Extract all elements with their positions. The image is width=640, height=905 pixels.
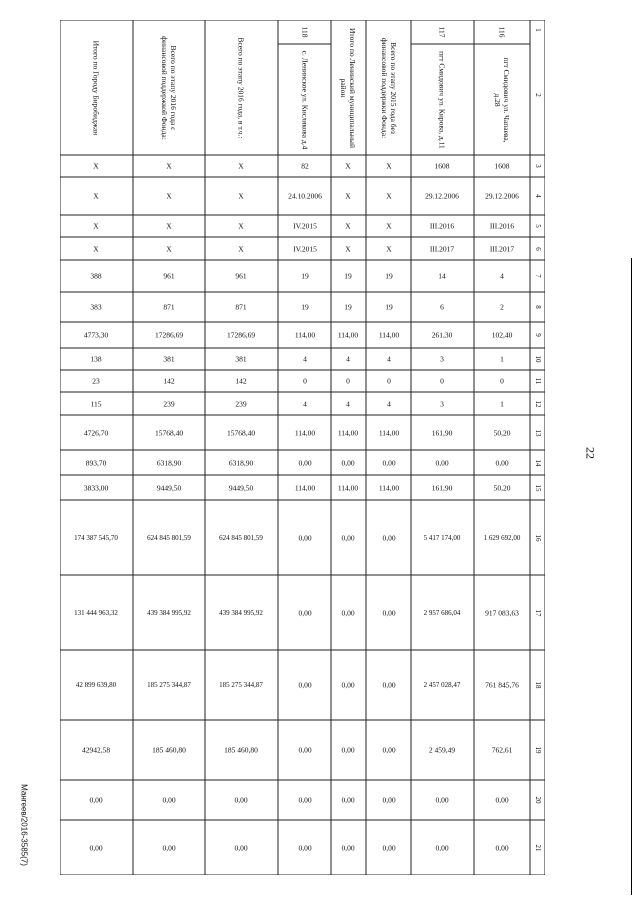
- table-cell: 893,70: [85, 458, 107, 467]
- table-cell: 19: [344, 271, 352, 281]
- table-cell: 4: [387, 399, 391, 408]
- footer-code: Мангеев/2016-3585(7): [19, 784, 29, 866]
- object-number: 117: [437, 26, 447, 38]
- table-cell: 17286,69: [226, 330, 256, 340]
- table-cell: 871: [163, 302, 175, 312]
- table-cell: III.2016: [429, 221, 455, 231]
- table-cell: 961: [235, 271, 247, 281]
- table-cell: 0,00: [382, 458, 396, 467]
- table-cell: 261,30: [431, 330, 453, 340]
- table-cell: 439 384 995,92: [219, 608, 263, 617]
- table-cell: 17286,69: [154, 330, 184, 340]
- row-number: 18: [533, 681, 542, 689]
- table-cell: 19: [301, 271, 309, 281]
- table-cell: 4: [346, 399, 350, 408]
- table-cell: IV.2015: [293, 221, 317, 231]
- table-cell: 0,00: [341, 608, 355, 617]
- table-cell: 762,61: [491, 745, 513, 755]
- table-cell: 0: [387, 376, 391, 386]
- table-cell: 4726,70: [83, 428, 109, 437]
- table-cell: 114,00: [337, 428, 359, 437]
- table-cell: 114,00: [378, 483, 400, 492]
- table-cell: X: [345, 191, 351, 201]
- row-number: 7: [533, 274, 542, 278]
- table-cell: 0,00: [495, 458, 509, 467]
- table-cell: 0,00: [435, 458, 449, 467]
- table-cell: 6: [440, 302, 444, 312]
- table-cell: III.2016: [489, 221, 515, 231]
- table-cell: 42 899 639,80: [75, 681, 117, 689]
- column-header: Всего по этапу 2015 года без финансовой поддержки Фонда:: [380, 37, 398, 139]
- table-cell: 114,00: [294, 330, 316, 340]
- table-cell: 6318,90: [156, 458, 182, 467]
- table-cell: 185 460,80: [152, 745, 186, 755]
- row-number: 1: [533, 28, 542, 32]
- table-cell: 381: [235, 354, 247, 364]
- table-cell: 1608: [434, 161, 450, 171]
- table-cell: 439 384 995,92: [147, 608, 191, 617]
- table-cell: 2 457 028,47: [423, 681, 461, 689]
- table-cell: 0,00: [435, 843, 449, 852]
- table-cell: 23: [92, 376, 100, 386]
- table-cell: III.2017: [429, 244, 455, 253]
- table-cell: 114,00: [378, 428, 400, 437]
- row-number: 15: [533, 484, 542, 491]
- table-cell: 961: [163, 271, 175, 281]
- table-cell: X: [386, 191, 392, 201]
- table-cell: 0,00: [341, 745, 355, 755]
- row-number: 6: [533, 246, 542, 251]
- table-cell: 0,00: [382, 795, 396, 805]
- table-cell: 2: [500, 302, 504, 312]
- table-cell: X: [345, 221, 351, 231]
- table-cell: 0,00: [495, 795, 509, 805]
- table-cell: 381: [163, 354, 175, 364]
- table-cell: 19: [301, 302, 309, 312]
- table-cell: 1: [500, 354, 504, 364]
- table-cell: X: [386, 221, 392, 231]
- row-number: 3: [533, 164, 542, 168]
- row-number: 12: [533, 400, 542, 407]
- table-cell: 4: [303, 354, 307, 364]
- table-cell: 0,00: [89, 795, 103, 805]
- table-cell: 142: [235, 376, 247, 386]
- table-cell: 19: [385, 302, 393, 312]
- page-number: 22: [583, 447, 598, 459]
- table-cell: 0,00: [435, 795, 449, 805]
- column-header: Итого по Городу Биробиджан: [91, 40, 101, 136]
- table-cell: 871: [235, 302, 247, 312]
- table-cell: X: [345, 244, 351, 253]
- table-cell: 2 957 686,04: [423, 608, 461, 617]
- table-cell: 0: [500, 376, 504, 386]
- table-cell: 142: [163, 376, 175, 386]
- table-cell: 0,00: [298, 745, 312, 755]
- table-cell: 0,00: [234, 843, 248, 852]
- table-cell: X: [238, 221, 244, 231]
- row-number: 2: [533, 93, 542, 97]
- table-cell: 0,00: [495, 843, 509, 852]
- table-cell: 3: [440, 354, 444, 364]
- table-cell: X: [93, 161, 99, 171]
- table-cell: 114,00: [294, 428, 316, 437]
- table-cell: 0,00: [298, 843, 312, 852]
- column-header: Всего по этапу 2016 года, в т.ч.:: [236, 37, 246, 139]
- table-cell: 1 629 692,00: [483, 533, 521, 542]
- table-cell: IV.2015: [293, 244, 317, 253]
- row-number: 16: [533, 534, 542, 541]
- column-header: пгт Смидович ул. Чапаева, д.28: [493, 57, 511, 143]
- table-cell: 15768,40: [154, 428, 184, 437]
- row-number: 19: [533, 746, 542, 754]
- row-number: 4: [533, 194, 542, 198]
- table-cell: 4: [387, 354, 391, 364]
- table-cell: 0,00: [162, 795, 176, 805]
- table-cell: 0: [346, 376, 350, 386]
- table-cell: 114,00: [337, 330, 359, 340]
- row-number: 13: [533, 429, 542, 436]
- table-cell: 42942,58: [81, 745, 111, 755]
- table-cell: 624 845 801,59: [147, 533, 191, 542]
- table-cell: 114,00: [294, 483, 316, 492]
- table-cell: X: [166, 221, 172, 231]
- table-cell: X: [345, 161, 351, 171]
- table-cell: 114,00: [337, 483, 359, 492]
- table-cell: 761 845,76: [485, 680, 519, 690]
- table-cell: 4773,30: [83, 330, 109, 340]
- table-cell: 174 387 545,70: [74, 533, 118, 542]
- table-cell: 0,00: [382, 608, 396, 617]
- row-number: 17: [533, 609, 542, 616]
- table-cell: 1608: [494, 161, 510, 171]
- table-cell: 1: [500, 399, 504, 408]
- table-cell: 0,00: [298, 795, 312, 805]
- table-cell: 161,90: [431, 483, 453, 492]
- table-cell: 131 444 963,32: [74, 608, 118, 617]
- table-cell: 2 459,49: [428, 745, 456, 755]
- table-cell: 19: [385, 271, 393, 281]
- row-number: 11: [533, 377, 542, 385]
- table-cell: 4: [303, 399, 307, 408]
- column-header: пгт Смидович ул. Кирова, д.11: [437, 51, 447, 149]
- object-number: 116: [497, 26, 507, 38]
- table-cell: 0,00: [341, 533, 355, 542]
- row-number: 20: [533, 796, 542, 804]
- table-cell: 239: [163, 399, 175, 408]
- row-number: 14: [533, 459, 542, 466]
- row-number: 9: [533, 333, 542, 337]
- table-cell: X: [386, 244, 392, 253]
- table-cell: 114,00: [378, 330, 400, 340]
- table-cell: 0,00: [298, 533, 312, 542]
- object-number: 118: [300, 26, 310, 38]
- table-cell: 0,00: [89, 843, 103, 852]
- table-cell: 3833,00: [83, 483, 109, 492]
- table-cell: 0,00: [341, 680, 355, 690]
- table-cell: 185 275 344,87: [147, 681, 191, 689]
- table-cell: 6318,90: [228, 458, 254, 467]
- table-cell: 9449,50: [228, 483, 254, 492]
- table-cell: 0,00: [341, 843, 355, 852]
- table-cell: 0,00: [234, 795, 248, 805]
- table-cell: X: [238, 191, 244, 201]
- table-cell: 4: [346, 354, 350, 364]
- table-cell: 185 275 344,87: [219, 681, 263, 689]
- table-cell: X: [166, 191, 172, 201]
- table-cell: X: [238, 244, 244, 253]
- column-header: Итого по Ленинский муниципальный район: [339, 28, 357, 148]
- table-cell: 185 460,80: [224, 745, 258, 755]
- table-cell: 0: [440, 376, 444, 386]
- column-header: с. Ленинское ул. Кислякова д.4: [300, 50, 310, 150]
- table-cell: 19: [344, 302, 352, 312]
- table-cell: 0,00: [298, 680, 312, 690]
- table-cell: 82: [301, 161, 309, 171]
- table-cell: 4: [500, 271, 504, 281]
- row-number: 10: [533, 355, 542, 363]
- table-cell: 0,00: [298, 458, 312, 467]
- table-cell: 0,00: [382, 745, 396, 755]
- table-cell: 0,00: [341, 458, 355, 467]
- row-number: 5: [533, 224, 542, 228]
- table-cell: 3: [440, 399, 444, 408]
- table-cell: 0,00: [298, 608, 312, 617]
- table-cell: 50,20: [493, 428, 511, 437]
- table-cell: 0,00: [382, 843, 396, 852]
- table-cell: X: [386, 161, 392, 171]
- table-cell: X: [238, 161, 244, 171]
- table-cell: 14: [438, 271, 446, 281]
- table-cell: 0: [303, 376, 307, 386]
- table-cell: 239: [235, 399, 247, 408]
- table-cell: 138: [90, 354, 102, 364]
- table-cell: X: [93, 191, 99, 201]
- table-cell: X: [166, 244, 172, 253]
- table-cell: 102,40: [491, 330, 513, 340]
- table-cell: 15768,40: [226, 428, 256, 437]
- table-cell: X: [93, 244, 99, 253]
- table-cell: 29.12.2006: [485, 191, 519, 201]
- table-cell: 24.10.2006: [288, 191, 322, 201]
- table-cell: 917 083,63: [485, 608, 519, 617]
- table-cell: 0,00: [162, 843, 176, 852]
- table-cell: III.2017: [489, 244, 515, 253]
- table-cell: 115: [90, 399, 102, 408]
- column-header: Всего по этапу 2016 года с финансовой поддержкой Фонда:: [160, 36, 178, 140]
- table-cell: 388: [90, 271, 102, 281]
- table-cell: 50,20: [493, 483, 511, 492]
- table-cell: X: [93, 221, 99, 231]
- row-number: 8: [533, 305, 542, 309]
- table-cell: 624 845 801,59: [219, 533, 263, 542]
- table-cell: 9449,50: [156, 483, 182, 492]
- table-cell: 0,00: [341, 795, 355, 805]
- table-cell: 0,00: [382, 533, 396, 542]
- table-cell: 383: [90, 302, 102, 312]
- table-cell: 5 417 174,00: [423, 533, 461, 542]
- table-cell: X: [166, 161, 172, 171]
- page-edge-line: [631, 258, 632, 895]
- table-cell: 29.12.2006: [425, 191, 459, 201]
- table-cell: 161,90: [431, 428, 453, 437]
- row-number: 21: [533, 844, 542, 851]
- table-cell: 0,00: [382, 680, 396, 690]
